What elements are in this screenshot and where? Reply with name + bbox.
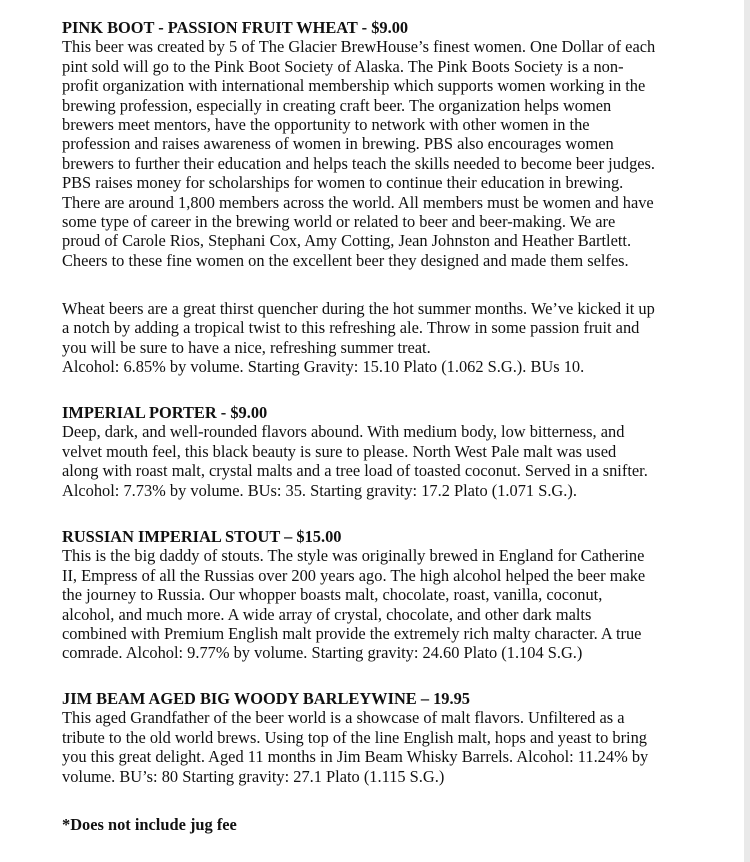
pink-boot-line: brewers meet mentors, have the opportunity to network with other women in the: [62, 115, 590, 135]
wheat-note-section: [62, 299, 702, 377]
imperial-porter-line: along with roast malt, crystal malts and a tree load of toasted coconut. Served in a snifter.: [62, 461, 648, 481]
imperial-porter-line: Deep, dark, and well-rounded flavors abound. With medium body, low bitterness, and: [62, 422, 625, 442]
wheat-note-line: Wheat beers are a great thirst quencher during the hot summer months. We’ve kicked it up: [62, 299, 655, 318]
russian-stout-title: RUSSIAN IMPERIAL STOUT – $15.00: [62, 527, 342, 546]
pink-boot-line: profit organization with international membership which supports women working in the: [62, 76, 646, 96]
pink-boot-section: [62, 18, 702, 270]
pink-boot-title: PINK BOOT - PASSION FRUIT WHEAT - $9.00: [62, 18, 409, 37]
pink-boot-line: There are around 1,800 members across the world. All members must be women and have: [62, 192, 654, 212]
footnote-section: [62, 815, 702, 834]
imperial-porter-title: IMPERIAL PORTER - $9.00: [62, 403, 268, 422]
pink-boot-line: brewers to further their education and helps teach the skills needed to become beer judges.: [62, 153, 656, 173]
russian-stout-line: combined with Premium English malt provide the extremely rich malty character. A true: [62, 624, 642, 644]
russian-stout-stats: comrade. Alcohol: 9.77% by volume. Starting gravity: 24.60 Plato (1.104 S.G.): [62, 643, 583, 663]
barleywine-title: JIM BEAM AGED BIG WOODY BARLEYWINE – 19.95: [62, 689, 470, 708]
pink-boot-line: PBS raises money for scholarships for women to continue their education in brewing.: [62, 173, 624, 193]
wheat-note-line: a notch by adding a tropical twist to this refreshing ale. Throw in some passion fruit and: [62, 318, 640, 338]
russian-stout-line: alcohol, and much more. A wide array of crystal, chocolate, and other dark malts: [62, 604, 592, 624]
imperial-porter-section: [62, 403, 702, 500]
jug-fee-footnote: *Does not include jug fee: [62, 815, 237, 834]
pink-boot-line: brewing profession, especially in creating craft beer. The organization helps women: [62, 95, 612, 115]
russian-stout-line: This is the big daddy of stouts. The style was originally brewed in England for Catherine: [62, 546, 645, 566]
russian-stout-line: II, Empress of all the Russias over 200 years ago. The high alcohol helped the beer make: [62, 565, 646, 585]
pink-boot-line: some type of career in the brewing world or related to beer and beer-making. We are: [62, 212, 616, 232]
pink-boot-line: proud of Carole Rios, Stephani Cox, Amy Cotting, Jean Johnston and Heather Bartlett.: [62, 231, 632, 251]
imperial-porter-line: velvet mouth feel, this black beauty is sure to please. North West Pale malt was used: [62, 441, 617, 461]
barleywine-line: you this great delight. Aged 11 months in Jim Beam Whisky Barrels. Alcohol: 11.24% by: [62, 747, 649, 767]
imperial-porter-stats: Alcohol: 7.73% by volume. BUs: 35. Starting gravity: 17.2 Plato (1.071 S.G.).: [62, 480, 577, 500]
russian-stout-section: [62, 527, 702, 663]
pink-boot-line: profession and raises awareness of women in brewing. PBS also encourages women: [62, 134, 614, 154]
wheat-note-stats: Alcohol: 6.85% by volume. Starting Gravity: 15.10 Plato (1.062 S.G.). BUs 10.: [62, 357, 585, 377]
barleywine-line: tribute to the old world brews. Using top of the line English malt, hops and yeast to bring: [62, 727, 647, 747]
pink-boot-line: Cheers to these fine women on the excellent beer they designed and made them selfes.: [62, 250, 629, 270]
pink-boot-line: This beer was created by 5 of The Glacier BrewHouse’s finest women. One Dollar of each: [62, 37, 656, 57]
barleywine-section: [62, 689, 702, 786]
barleywine-stats: volume. BU’s: 80 Starting gravity: 27.1 Plato (1.115 S.G.): [62, 766, 445, 786]
russian-stout-line: the journey to Russia. Our whopper boasts malt, chocolate, roast, vanilla, coconut,: [62, 585, 603, 605]
page-edge-shadow: [744, 0, 750, 862]
wheat-note-line: you will be sure to have a nice, refreshing summer treat.: [62, 337, 431, 357]
pink-boot-line: pint sold will go to the Pink Boot Society of Alaska. The Pink Boots Society is a non-: [62, 56, 624, 76]
barleywine-line: This aged Grandfather of the beer world is a showcase of malt flavors. Unfiltered as a: [62, 708, 625, 728]
